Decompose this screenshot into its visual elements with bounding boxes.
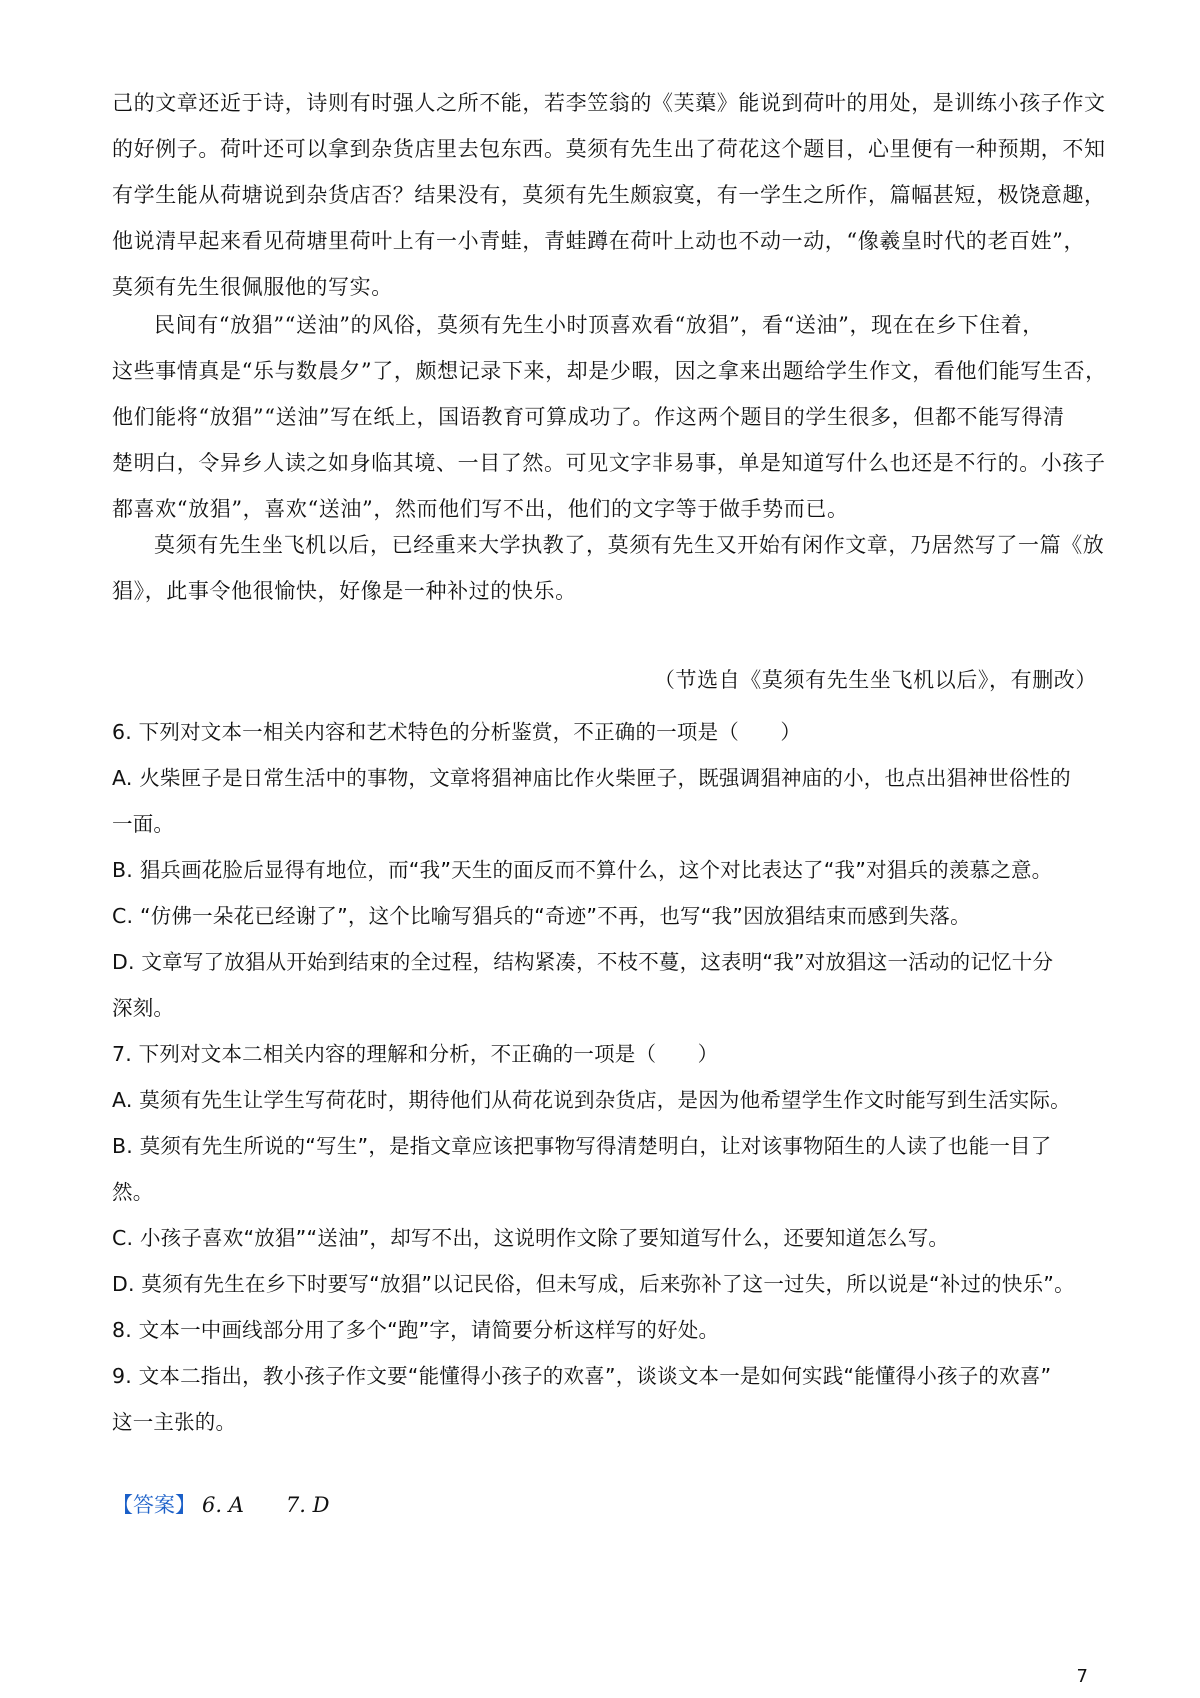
passage-line: 民间有“放猖”“送油”的风俗，莫须有先生小时顶喜欢看“放猖”，看“送油”，现在在乡下住着， <box>154 313 1044 337</box>
question-line: C. “仿佛一朵花已经谢了”，这个比喻写猖兵的“奇迹”不再，也写“我”因放猖结束而感到失落。 <box>112 904 971 928</box>
passage-line: 这些事情真是“乐与数晨夕”了，颇想记录下来，却是少暇，因之拿来出题给学生作文，看他们能写生否， <box>112 359 1107 383</box>
passage-line: 他说清早起来看见荷塘里荷叶上有一小青蛙，青蛙蹲在荷叶上动也不动一动，“像羲皇时代的老百姓”， <box>112 229 1086 253</box>
question-line: 深刻。 <box>112 996 175 1020</box>
passage-line: 莫须有先生坐飞机以后，已经重来大学执教了，莫须有先生又开始有闲作文章，乃居然写了一篇《放 <box>154 533 1105 557</box>
question-line: 这一主张的。 <box>112 1410 237 1434</box>
question-line: 然。 <box>112 1180 154 1204</box>
question-line: 7. 下列对文本二相关内容的理解和分析，不正确的一项是（ ） <box>112 1042 719 1066</box>
page-number: 7 <box>1076 1666 1088 1687</box>
passage-line: 他们能将“放猖”“送油”写在纸上，国语教育可算成功了。作这两个题目的学生很多，但都不能写得清 <box>112 405 1065 429</box>
answer-tag: 【答案】 <box>112 1493 196 1517</box>
question-line: 8. 文本一中画线部分用了多个“跑”字，请简要分析这样写的好处。 <box>112 1318 720 1342</box>
passage-line: 楚明白，令异乡人读之如身临其境、一目了然。可见文字非易事，单是知道写什么也还是不行的。小孩子 <box>112 451 1106 475</box>
answer-text: 6. A 7. D <box>202 1493 330 1517</box>
passage-paragraph-3 <box>112 522 1105 614</box>
passage-line: 猖》，此事令他很愉快，好像是一种补过的快乐。 <box>112 579 577 603</box>
passage-line: 莫须有先生很佩服他的写实。 <box>112 275 393 299</box>
passage-line: 己的文章还近于诗，诗则有时强人之所不能，若李笠翁的《芙蕖》能说到荷叶的用处，是训练小孩子作文 <box>112 91 1106 115</box>
answer-line <box>112 1489 329 1519</box>
question-line: 9. 文本二指出，教小孩子作文要“能懂得小孩子的欢喜”，谈谈文本一是如何实践“能懂得小孩子的欢喜” <box>112 1364 1052 1388</box>
question-line: A. 莫须有先生让学生写荷花时，期待他们从荷花说到杂货店，是因为他希望学生作文时能写到生活实际。 <box>112 1088 1071 1112</box>
question-line: B. 猖兵画花脸后显得有地位，而“我”天生的面反而不算什么，这个对比表达了“我”对猖兵的羡慕之意。 <box>112 858 1053 882</box>
question-list <box>112 709 1112 1445</box>
question-line: 一面。 <box>112 812 175 836</box>
question-line: D. 文章写了放猖从开始到结束的全过程，结构紧凑，不枝不蔓，这表明“我”对放猖这一活动的记忆十分 <box>112 950 1054 974</box>
passage-line: 的好例子。荷叶还可以拿到杂货店里去包东西。莫须有先生出了荷花这个题目，心里便有一种预期，不知 <box>112 137 1106 161</box>
passage-paragraph-2 <box>112 302 1107 532</box>
passage-paragraph-1 <box>112 80 1106 310</box>
question-line: C. 小孩子喜欢“放猖”“送油”，却写不出，这说明作文除了要知道写什么，还要知道怎么写。 <box>112 1226 950 1250</box>
passage-source: （节选自《莫须有先生坐飞机以后》，有删改） <box>653 668 1097 692</box>
passage-line: 有学生能从荷塘说到杂货店否？结果没有，莫须有先生颇寂寞，有一学生之所作，篇幅甚短，极饶意趣， <box>112 183 1106 207</box>
question-line: 6. 下列对文本一相关内容和艺术特色的分析鉴赏，不正确的一项是（ ） <box>112 720 802 744</box>
passage-line: 都喜欢“放猖”，喜欢“送油”，然而他们写不出，他们的文字等于做手势而已。 <box>112 497 849 521</box>
question-line: D. 莫须有先生在乡下时要写“放猖”以记民俗，但未写成，后来弥补了这一过失，所以说是“补过的快乐”。 <box>112 1272 1075 1296</box>
question-line: B. 莫须有先生所说的“写生”，是指文章应该把事物写得清楚明白，让对该事物陌生的人读了也能一目了 <box>112 1134 1052 1158</box>
question-line: A. 火柴匣子是日常生活中的事物，文章将猖神庙比作火柴匣子，既强调猖神庙的小，也点出猖神世俗性的 <box>112 766 1071 790</box>
